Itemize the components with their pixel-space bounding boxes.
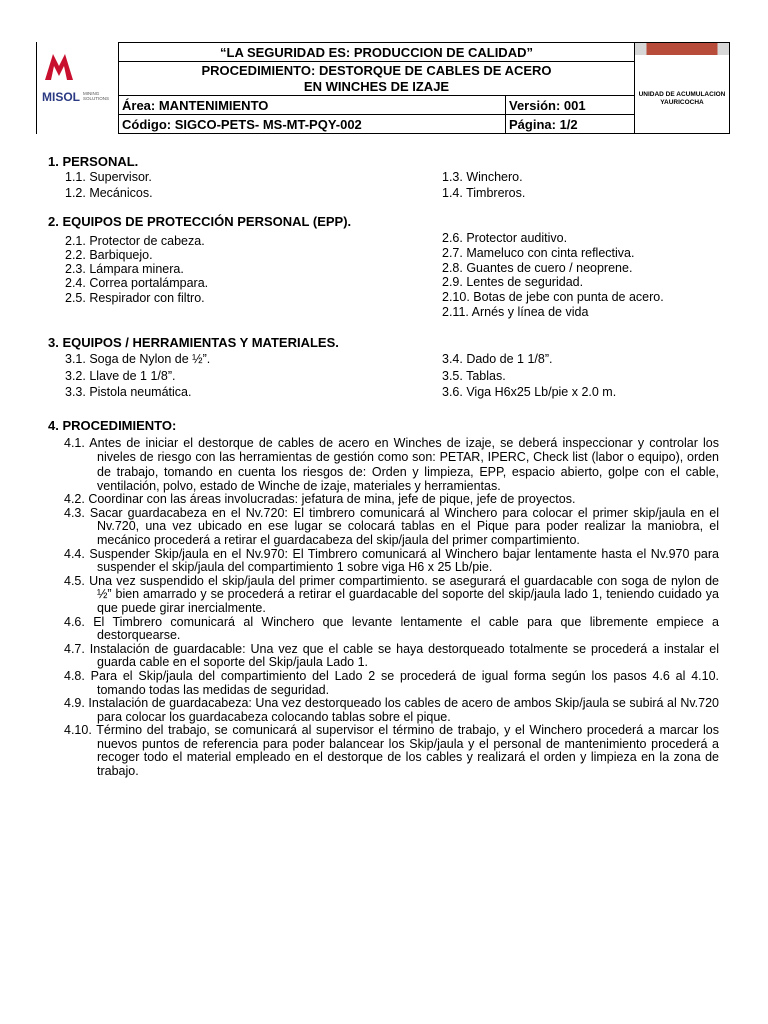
unit-name: UNIDAD DE ACUMULACION YAURICOCHA: [638, 91, 726, 106]
procedure-step: 4.10. Término del trabajo, se comunicará al supervisor el término de trabajo, y el Winchero procederá a marcar los nuevos puntos de referencia para poder balancear los Skip/jaula y el personal de mantenimiento procederá a recoger todo el material empleado en el destorque de los cables y realizará el orden y limpieza en la zona de trabajo.: [64, 723, 719, 779]
section-title-epp: 2. EQUIPOS DE PROTECCIÓN PERSONAL (EPP).: [48, 214, 352, 229]
list-item: 1.4. Timbreros.: [442, 186, 526, 200]
list-item: 2.4. Correa portalámpara.: [65, 276, 209, 290]
header-table: [118, 42, 730, 134]
list-item: 2.1. Protector de cabeza.: [65, 234, 205, 248]
code-field: Código: SIGCO-PETS- MS-MT-PQY-002: [119, 115, 506, 134]
version-field: Versión: 001: [506, 96, 635, 115]
slogan: “LA SEGURIDAD ES: PRODUCCION DE CALIDAD”: [119, 43, 635, 62]
procedure-step: 4.4. Suspender Skip/jaula en el Nv.970: El Timbrero comunicará al Winchero bajar lentamente hasta el Nv.970 para suspender el skip/jaula del compartimiento 1 sobre viga H6 x 25 Lb/pie.: [64, 546, 719, 575]
unit-cell: [635, 43, 730, 134]
list-item: 3.5. Tablas.: [442, 369, 506, 383]
company-logo: [36, 42, 117, 134]
section-title-procedure: 4. PROCEDIMIENTO:: [48, 418, 177, 433]
list-item: 2.6. Protector auditivo.: [442, 231, 568, 245]
company-subtitle: MINING SOLUTIONS: [83, 91, 110, 101]
misol-logo-icon: [43, 50, 75, 82]
list-item: 2.2. Barbiquejo.: [65, 248, 153, 262]
list-item: 2.8. Guantes de cuero / neoprene.: [442, 261, 633, 275]
list-item: 3.3. Pistola neumática.: [65, 385, 192, 399]
procedure-step: 4.5. Una vez suspendido el skip/jaula del primer compartimiento. se asegurará el guardacable con soga de nylon de ½” bien amarrado y se procederá a retirar el guardacable del soporte del skip/jaula lado 1, teniendo cuidado ya que puede girar inercialmente.: [64, 573, 719, 615]
page-field: Página: 1/2: [506, 115, 635, 134]
list-item: 2.5. Respirador con filtro.: [65, 291, 205, 305]
area-field: Área: MANTENIMIENTO: [119, 96, 506, 115]
company-name: MISOL: [42, 90, 80, 104]
list-item: 1.3. Winchero.: [442, 170, 523, 184]
list-item: 1.2. Mecánicos.: [65, 186, 153, 200]
unit-logo-stripe: [635, 43, 729, 55]
list-item: 3.1. Soga de Nylon de ½”.: [65, 352, 211, 366]
procedure-step: 4.2. Coordinar con las áreas involucradas: jefatura de mina, jefe de pique, jefe de proyectos.: [64, 492, 576, 507]
procedure-title: [119, 62, 635, 96]
list-item: 2.7. Mameluco con cinta reflectiva.: [442, 246, 635, 260]
procedure-step: 4.1. Antes de iniciar el destorque de cables de acero en Winches de izaje, se deberá inspeccionar y controlar los niveles de riesgo con las herramientas de gestión como son: PETAR, IPERC, Check list (labor o equipo), orden de trabajo, tomando en cuenta los riesgos de: Orden y limpieza, EPP, espacio abierto, golpe con el cable, ventilación, polvo, estado de Winche de izaje, materiales y herramientas.: [64, 436, 719, 493]
list-item: 3.6. Viga H6x25 Lb/pie x 2.0 m.: [442, 385, 617, 399]
procedure-step: 4.8. Para el Skip/jaula del compartimiento del Lado 2 se procederá de igual forma según los pasos 4.6 al 4.10. tomando todas las medidas de seguridad.: [64, 668, 719, 697]
procedure-step: 4.3. Sacar guardacabeza en el Nv.720: El timbrero comunicará al Winchero para colocar el primer skip/jaula en el Nv.720, una vez ubicado en ese lugar se colocará tablas en el Pique para poder realizar la maniobra, el mecánico procederá a retirar el guardacabeza del skip/jaula del primer compartimiento.: [64, 505, 719, 547]
procedure-steps: [64, 436, 719, 779]
list-item: 3.4. Dado de 1 1/8”.: [442, 352, 553, 366]
list-item: 3.2. Llave de 1 1/8”.: [65, 369, 176, 383]
list-item: 2.10. Botas de jebe con punta de acero.: [442, 290, 664, 304]
list-item: 1.1. Supervisor.: [65, 170, 152, 184]
list-item: 2.3. Lámpara minera.: [65, 262, 184, 276]
procedure-title-line-2: EN WINCHES DE IZAJE: [303, 78, 450, 94]
section-title-tools: 3. EQUIPOS / HERRAMIENTAS Y MATERIALES.: [48, 335, 339, 350]
section-title-personal: 1. PERSONAL.: [48, 154, 139, 169]
document-header: [36, 42, 730, 134]
procedure-step: 4.9. Instalación de guardacabeza: Una vez destorqueado los cables de acero de ambos Skip/jaula se subirá al Nv.720 para colocar los guardacabeza colocando tablas sobre el pique.: [64, 696, 719, 724]
procedure-title-line-1: PROCEDIMIENTO: DESTORQUE DE CABLES DE ACERO: [201, 62, 552, 78]
procedure-step: 4.7. Instalación de guardacable: Una vez que el cable se haya destorqueado totalmente se procederá a instalar el guarda cable en el soporte del Skip/jaula Lado 1.: [64, 641, 719, 670]
procedure-step: 4.6. El Timbrero comunicará al Winchero que levante lentamente el cable para que libremente empiece a destorquearse.: [64, 614, 719, 643]
list-item: 2.9. Lentes de seguridad.: [442, 275, 584, 289]
list-item: 2.11. Arnés y línea de vida: [442, 305, 589, 319]
